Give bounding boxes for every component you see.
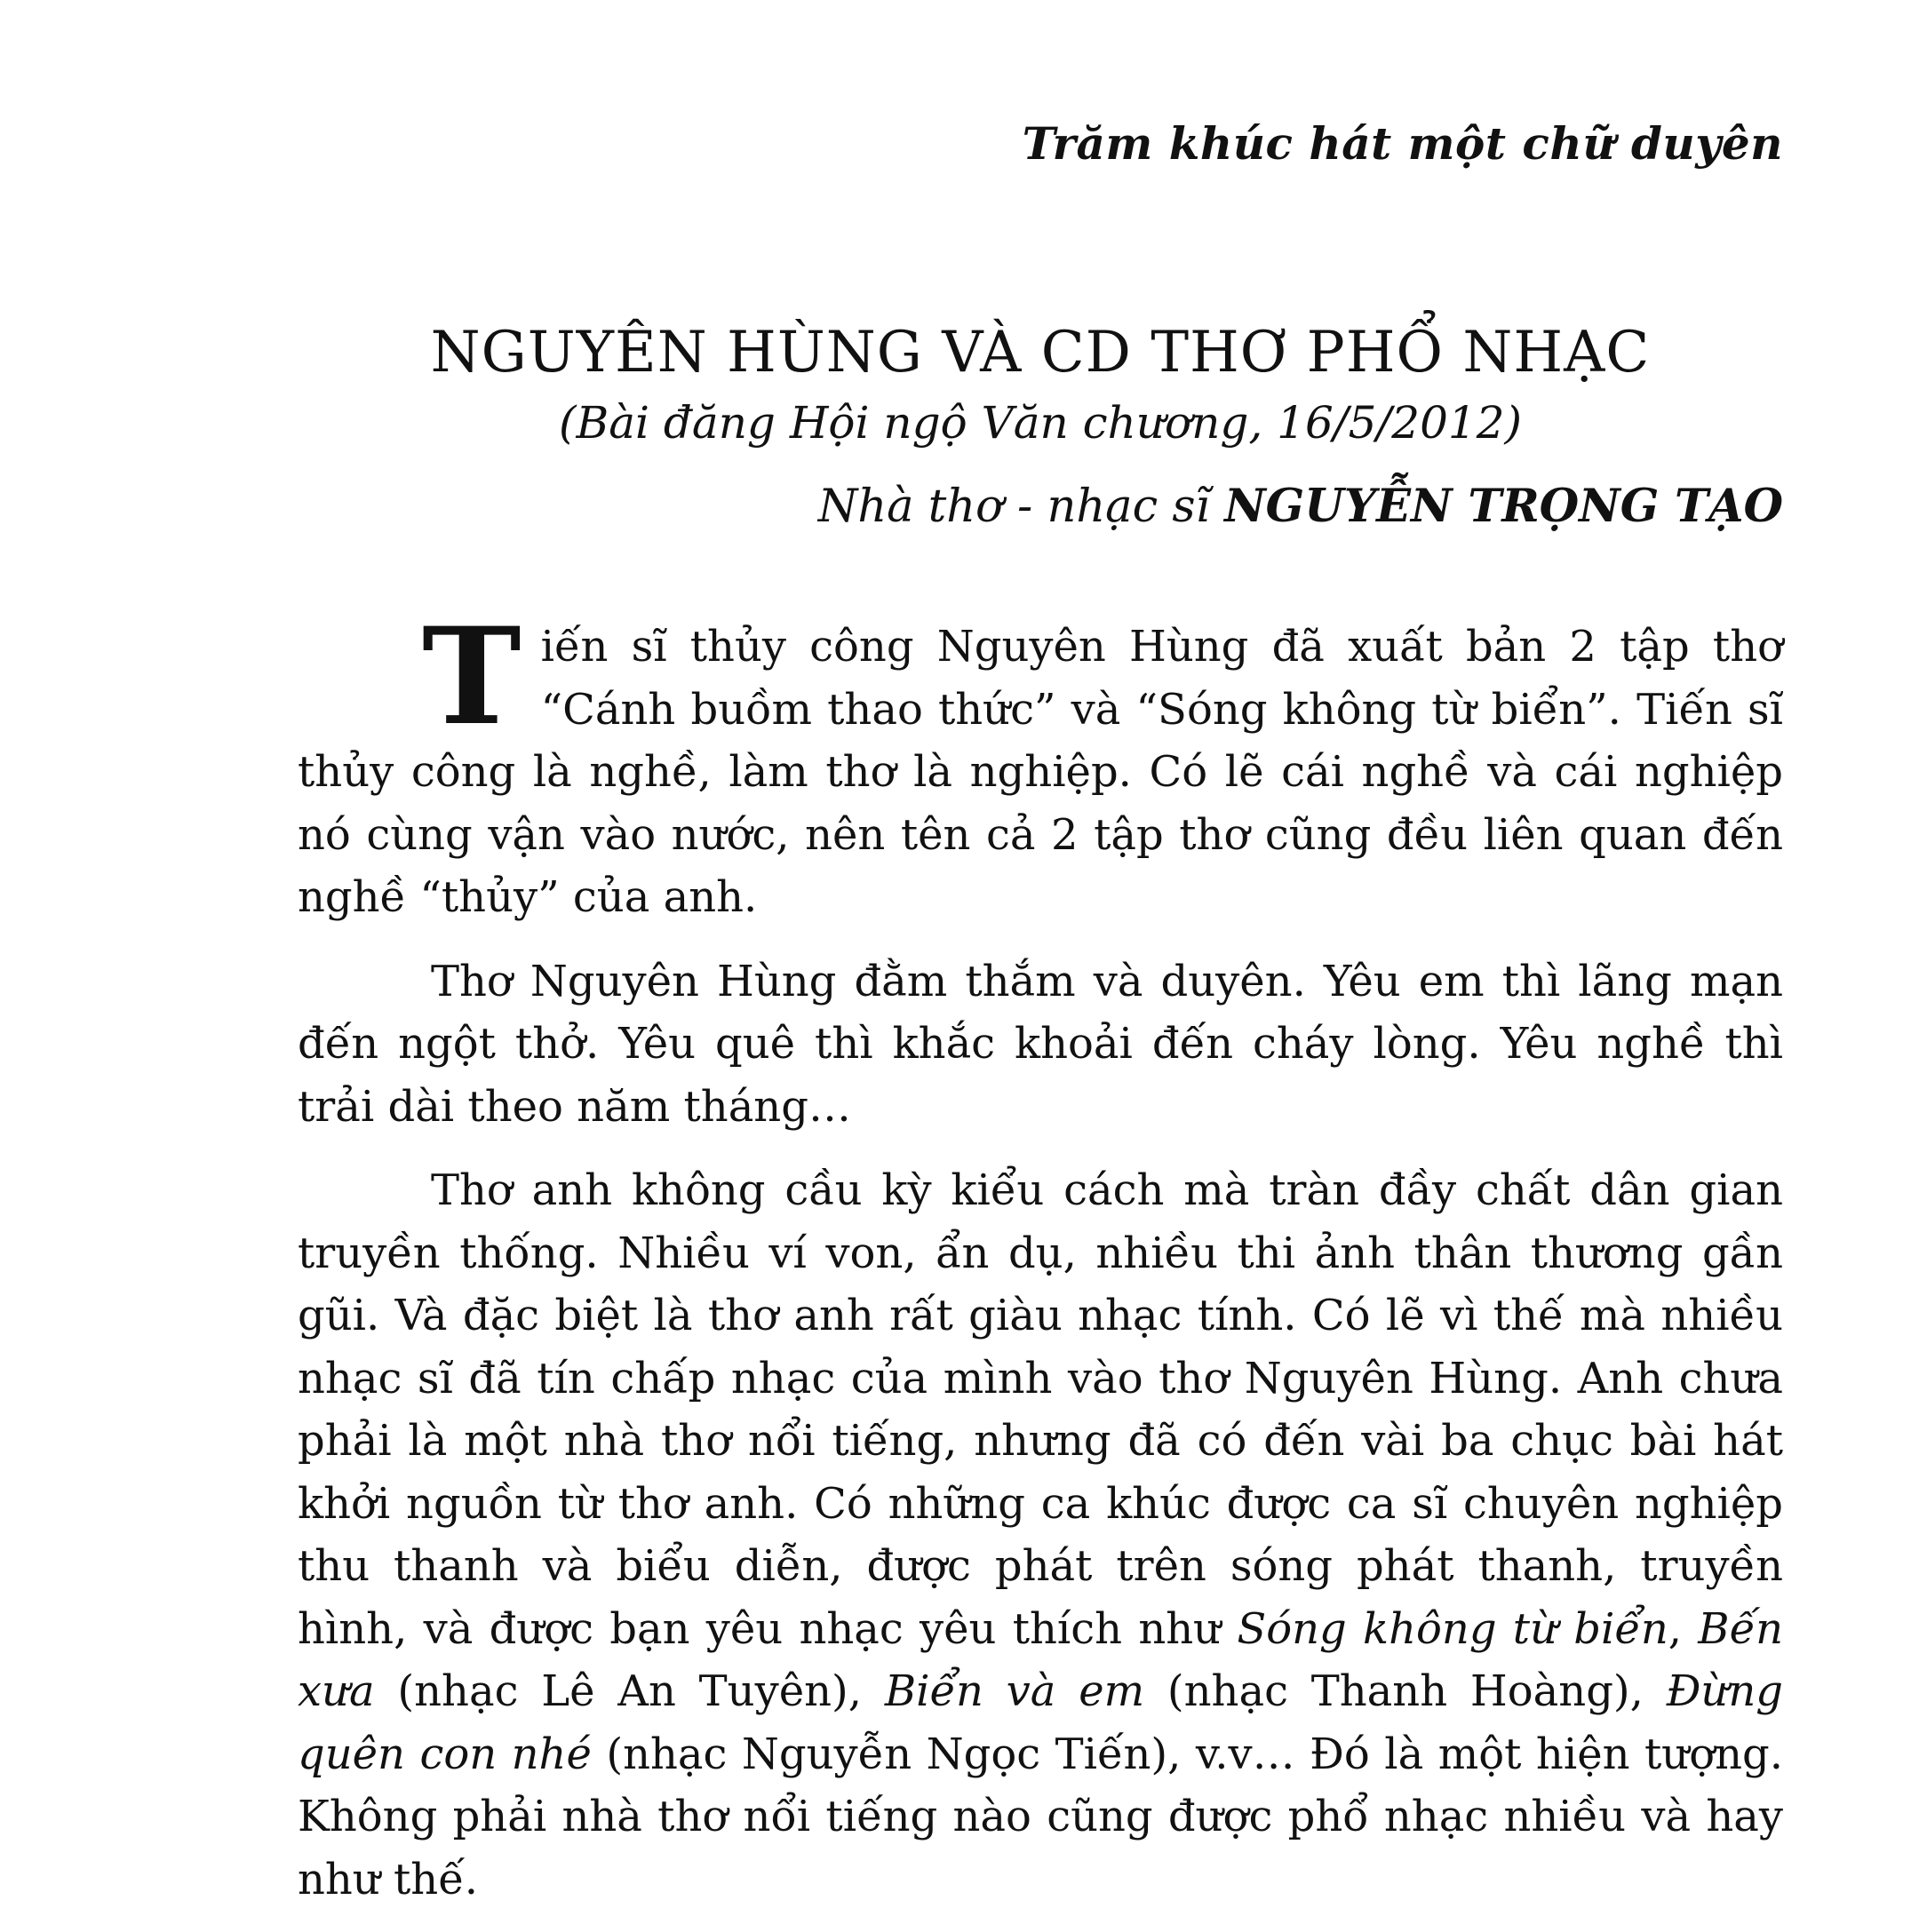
song-title-4: Đừng quên con nhé <box>298 1666 1783 1779</box>
article-title: NGUYÊN HÙNG VÀ CD THƠ PHỔ NHẠC <box>430 320 1651 386</box>
paragraph-3-text-d: (nhạc Thanh Hoàng), <box>1144 1666 1667 1716</box>
running-header: Trăm khúc hát một chữ duyên <box>1022 117 1783 170</box>
drop-cap: T <box>422 599 522 755</box>
byline-prefix: Nhà thơ - nhạc sĩ <box>817 481 1225 533</box>
article-subtitle: (Bài đăng Hội ngộ Văn chương, 16/5/2012) <box>558 397 1523 449</box>
paragraph-3-text-e: (nhạc Nguyễn Ngọc Tiến), v.v… Đó là một hiện tượng. Không phải nhà thơ nổi tiếng nào cũng được phổ nhạc nhiều và hay như thế. <box>298 1729 1784 1904</box>
paragraph-3-text-c: (nhạc Lê An Tuyên), <box>374 1666 885 1716</box>
paragraph-1-text: iến sĩ thủy công Nguyên Hùng đã xuất bản 2 tập thơ “Cánh buồm thao thức” và “Sóng không từ biển”. Tiến sĩ thủy công là nghề, làm thơ là nghiệp. Có lẽ cái nghề và cái nghiệp nó cùng vận vào nước, nên tên cả 2 tập thơ cũng đều liên quan đến nghề “thủy” của anh. <box>298 622 1783 922</box>
byline-author: NGUYỄN TRỌNG TẠO <box>1224 480 1783 533</box>
song-title-3: Biển và em <box>884 1666 1145 1716</box>
paragraph-3 <box>298 1159 1783 1911</box>
article-body <box>298 599 1784 1932</box>
paragraph-3-text-a: Thơ anh không cầu kỳ kiểu cách mà tràn đầy chất dân gian truyền thống. Nhiều ví von, ẩn dụ, nhiều thi ảnh thân thương gần gũi. Và đặc biệt là thơ anh rất giàu nhạc tính. Có lẽ vì thế mà nhiều nhạc sĩ đã tín chấp nhạc của mình vào thơ Nguyên Hùng. Anh chưa phải là một nhà thơ nổi tiếng, nhưng đã có đến vài ba chục bài hát khởi nguồn từ thơ anh. Có những ca khúc được ca sĩ chuyên nghiệp thu thanh và biểu diễn, được phát trên sóng phát thanh, truyền hình, và được bạn yêu nhạc yêu thích như <box>298 1165 1783 1654</box>
song-title-1: Sóng không từ biển <box>1237 1603 1668 1654</box>
paragraph-3-text-b: , <box>1668 1603 1699 1654</box>
paragraph-2: Thơ Nguyên Hùng đằm thắm và duyên. Yêu em thì lãng mạn đến ngột thở. Yêu quê thì khắc khoải đến cháy lòng. Yêu nghề thì trải dài theo năm tháng… <box>298 956 1783 1132</box>
song-title-2: Bến xưa <box>298 1603 1784 1716</box>
paragraph-1 <box>298 599 1783 929</box>
byline <box>818 480 1783 533</box>
